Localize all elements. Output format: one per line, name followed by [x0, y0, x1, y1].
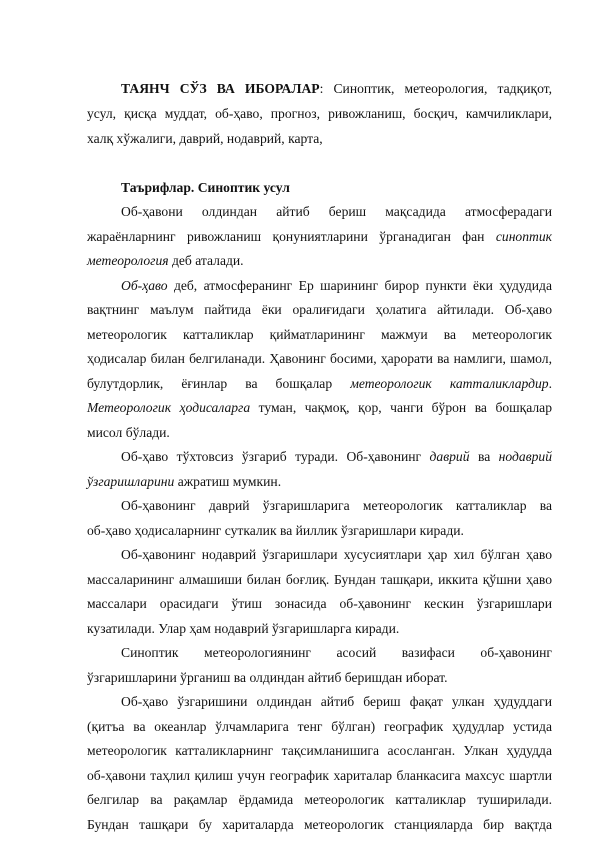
text-run: деб аталади. — [168, 253, 244, 268]
text-run: ва — [469, 449, 499, 464]
term-italic: метеорологик катталиклардир — [350, 376, 549, 391]
text-run: деб, атмосферанинг Ер шарининг бирор пункти ёки ҳудудида — [167, 278, 552, 293]
paragraph-7-line-4: об-ҳавони таҳлил қилиш учун географик хариталар бланкасига махсус шартли — [87, 768, 552, 783]
paragraph-7-line-6: Бундан ташқари бу хариталарда метеорологик станцияларда бир вақтда — [87, 817, 552, 832]
term-italic: нодаврий — [498, 449, 552, 464]
term-italic: Об-ҳаво — [121, 278, 168, 293]
text-run: Об-ҳаво тўхтовсиз ўзгариб туради. Об-ҳавонинг — [121, 449, 430, 464]
text-run: туман, чақмоқ, қор, чанги бўрон ва бошқалар — [250, 400, 553, 415]
keywords-colon: : — [319, 81, 324, 96]
paragraph-2-line-7: мисол бўлади. — [87, 425, 170, 440]
paragraph-7-line-3: метеорологик катталикларнинг тақсимланишига асосланган. Улкан ҳудудда — [87, 743, 552, 758]
paragraph-2-line-3: метеорологик катталиклар қийматларининг мажмуи ва метеорологик — [87, 327, 552, 342]
keywords-line-2: усул, қисқа муддат, об-ҳаво, прогноз, ривожланиш, босқич, камчиликлари, — [87, 106, 552, 121]
paragraph-1-line-2 — [87, 228, 552, 246]
paragraph-4-line-1: Об-ҳавонинг даврий ўзгаришларига метеорологик катталиклар ва — [121, 498, 552, 513]
text-run: ажратиш мумкин. — [174, 474, 282, 489]
paragraph-2-line-2: вақтнинг маълум пайтида ёки оралиғидаги ҳолатига айтилади. Об-ҳаво — [87, 302, 552, 317]
paragraph-2-line-6 — [87, 399, 552, 417]
keywords-line-3: халқ хўжалиги, даврий, нодаврий, карта, — [87, 131, 323, 146]
term-italic: метеорология — [87, 253, 169, 268]
paragraph-5-line-1: Об-ҳавонинг нодаврий ўзгаришлари хусусиятлари ҳар хил бўлган ҳаво — [121, 547, 552, 562]
term-italic: синоптик — [495, 229, 552, 244]
paragraph-1-line-3 — [87, 252, 552, 270]
paragraph-7-line-1: Об-ҳаво ўзгаришини олдиндан айтиб бериш фақат улкан ҳудуддаги — [121, 694, 552, 709]
paragraph-4-line-2: об-ҳаво ҳодисаларнинг суткалик ва йиллик ўзгаришлари киради. — [87, 523, 464, 538]
text-run: . — [548, 376, 553, 391]
paragraph-2-line-4: ҳодисалар билан белгиланади. Ҳавонинг босими, ҳарорати ва намлиги, шамол, — [87, 351, 552, 366]
keywords-text: Синоптик, метеорология, тадқиқот, — [323, 81, 553, 96]
paragraph-3-line-1 — [121, 448, 552, 466]
paragraph-3-line-2 — [87, 473, 552, 491]
text-run: булутдорлик, ёғинлар ва бошқалар — [87, 376, 351, 391]
paragraph-1-line-1: Об-ҳавони олдиндан айтиб бериш мақсадида атмосферадаги — [121, 204, 552, 219]
section-title: Таърифлар. Синоптик усул — [121, 180, 290, 195]
paragraph-7-line-2: (қитъа ва океанлар ўлчамларига тенг бўлган) географик ҳудудлар устида — [87, 719, 552, 734]
paragraph-2-line-5 — [87, 375, 552, 393]
keywords-line-1 — [121, 80, 552, 98]
paragraph-6-line-1: Синоптик метеорологиянинг асосий вазифаси об-ҳавонинг — [121, 645, 552, 660]
paragraph-6-line-2: ўзгаришларини ўрганиш ва олдиндан айтиб беришдан иборат. — [87, 670, 448, 685]
paragraph-5-line-4: кузатилади. Улар ҳам нодаврий ўзгаришларга киради. — [87, 621, 400, 636]
term-italic: Метеорологик ҳодисаларга — [87, 400, 251, 415]
term-italic: даврий — [429, 449, 470, 464]
keywords-heading: ТАЯНЧ СЎЗ ВА ИБОРАЛАР — [121, 81, 320, 96]
paragraph-5-line-3: массалари орасидаги ўтиш зонасида об-ҳавонинг кескин ўзгаришлари — [87, 596, 552, 611]
paragraph-2-line-1 — [121, 277, 552, 295]
text-run: жараёнларнинг ривожланиш қонуниятларини ўрганадиган фан — [87, 229, 496, 244]
term-italic: ўзгаришларини — [87, 474, 175, 489]
paragraph-7-line-5: белгилар ва рақамлар ёрдамида метеорологик катталиклар туширилади. — [87, 792, 552, 807]
paragraph-5-line-2: массаларининг алмашиши билан боғлиқ. Бундан ташқари, иккита қўшни ҳаво — [87, 572, 552, 587]
